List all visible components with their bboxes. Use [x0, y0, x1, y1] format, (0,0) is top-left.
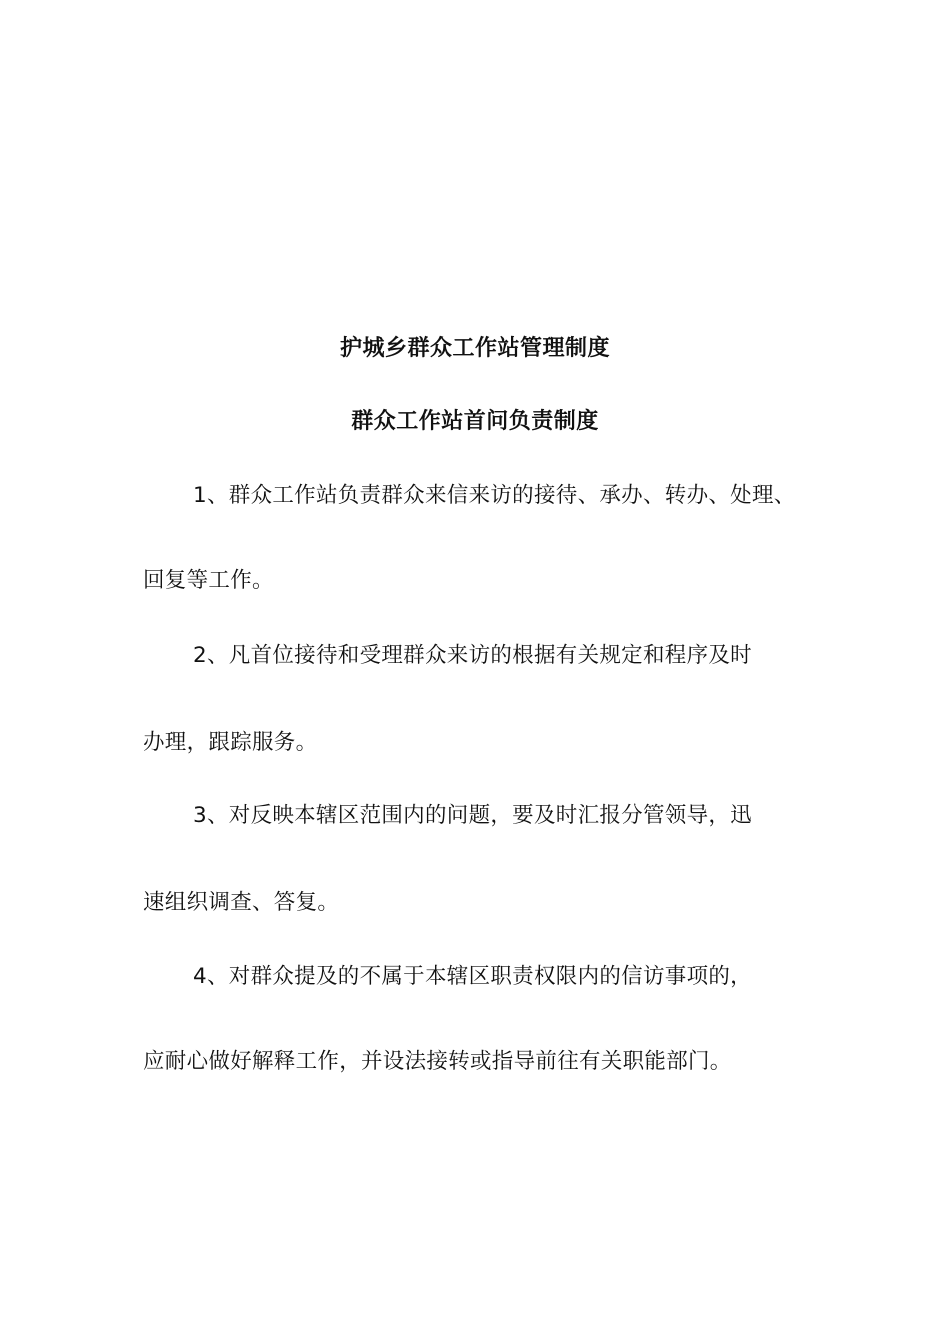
item-3-line-1: 3、对反映本辖区范围内的问题，要及时汇报分管领导，迅 [193, 803, 752, 828]
item-2-line-2: 办理，跟踪服务。 [143, 730, 318, 755]
document-subtitle: 群众工作站首问负责制度 [351, 409, 599, 434]
item-1-line-1: 1、群众工作站负责群众来信来访的接待、承办、转办、处理、 [193, 483, 796, 508]
item-2-line-1: 2、凡首位接待和受理群众来访的根据有关规定和程序及时 [193, 643, 752, 668]
item-4-line-2: 应耐心做好解释工作，并设法接转或指导前往有关职能部门。 [143, 1049, 732, 1074]
item-4-line-1: 4、对群众提及的不属于本辖区职责权限内的信访事项的， [193, 964, 752, 989]
document-title: 护城乡群众工作站管理制度 [339, 336, 610, 361]
item-3-line-2: 速组织调查、答复。 [143, 890, 340, 915]
item-1-line-2: 回复等工作。 [143, 568, 274, 593]
